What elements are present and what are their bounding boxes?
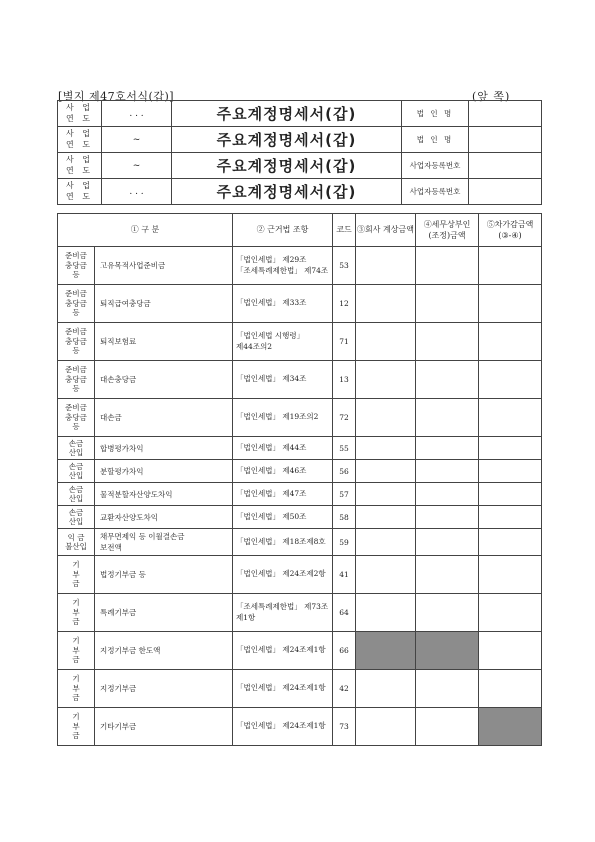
tax-adjustment-input[interactable] xyxy=(416,399,479,437)
accounts-table xyxy=(57,213,542,746)
corp-info-label: 법 인 명 xyxy=(402,127,469,153)
header-table xyxy=(57,100,542,205)
legal-basis-cell: 「법인세법 시행령」 제44조의2 xyxy=(233,323,333,361)
table-row xyxy=(58,708,542,746)
category-cell: 기 부 금 xyxy=(58,594,95,632)
table-row xyxy=(58,323,542,361)
fiscal-year-dates[interactable]: ~ xyxy=(102,153,172,179)
company-amount-input[interactable] xyxy=(356,708,416,746)
table-row xyxy=(58,632,542,670)
code-cell: 57 xyxy=(333,483,356,506)
tax-adjustment-input[interactable] xyxy=(416,670,479,708)
item-name-cell: 물적분할자산양도차익 xyxy=(95,483,233,506)
category-cell: 준비금 충당금 등 xyxy=(58,361,95,399)
code-cell: 12 xyxy=(333,285,356,323)
fiscal-year-label: 사 업 연 도 xyxy=(58,179,102,205)
tax-adjustment-input[interactable] xyxy=(416,594,479,632)
legal-basis-cell: 「법인세법」 제46조 xyxy=(233,460,333,483)
fiscal-year-dates[interactable]: . . . xyxy=(102,179,172,205)
difference-input[interactable] xyxy=(479,506,542,529)
form-number-label: [별지 제47호서식(갑)] xyxy=(58,90,175,103)
legal-basis-cell: 「법인세법」 제19조의2 xyxy=(233,399,333,437)
legal-basis-cell: 「법인세법」 제18조제8호 xyxy=(233,529,333,556)
item-name-cell: 교환자산양도차익 xyxy=(95,506,233,529)
category-cell: 준비금 충당금 등 xyxy=(58,323,95,361)
legal-basis-cell: 「법인세법」 제44조 xyxy=(233,437,333,460)
table-row xyxy=(58,556,542,594)
difference-input[interactable] xyxy=(479,529,542,556)
corp-info-value[interactable] xyxy=(469,179,542,205)
difference-input[interactable] xyxy=(479,285,542,323)
code-cell: 58 xyxy=(333,506,356,529)
category-cell: 준비금 충당금 등 xyxy=(58,247,95,285)
legal-basis-cell: 「법인세법」 제34조 xyxy=(233,361,333,399)
column-header-row xyxy=(58,214,542,247)
difference-input[interactable] xyxy=(479,670,542,708)
difference-input[interactable] xyxy=(479,399,542,437)
code-cell: 41 xyxy=(333,556,356,594)
difference-input[interactable] xyxy=(479,483,542,506)
legal-basis-cell: 「조세특례제한법」 제73조 제1항 xyxy=(233,594,333,632)
fiscal-year-label: 사 업 연 도 xyxy=(58,127,102,153)
difference-input[interactable] xyxy=(479,323,542,361)
company-amount-input xyxy=(356,632,416,670)
fiscal-year-label: 사 업 연 도 xyxy=(58,153,102,179)
company-amount-input[interactable] xyxy=(356,285,416,323)
legal-basis-cell: 「법인세법」 제24조제1항 xyxy=(233,708,333,746)
corp-info-label: 사업자등록번호 xyxy=(402,153,469,179)
col-basis: ② 근거법 조항 xyxy=(233,214,333,247)
tax-adjustment-input[interactable] xyxy=(416,529,479,556)
code-cell: 42 xyxy=(333,670,356,708)
corp-info-value[interactable] xyxy=(469,127,542,153)
difference-input[interactable] xyxy=(479,594,542,632)
code-cell: 73 xyxy=(333,708,356,746)
legal-basis-cell: 「법인세법」 제29조 「조세특례제한법」 제74조 xyxy=(233,247,333,285)
item-name-cell: 기타기부금 xyxy=(95,708,233,746)
code-cell: 72 xyxy=(333,399,356,437)
company-amount-input[interactable] xyxy=(356,399,416,437)
category-cell: 손금 산입 xyxy=(58,460,95,483)
legal-basis-cell: 「법인세법」 제24조제1항 xyxy=(233,632,333,670)
corp-info-label: 법 인 명 xyxy=(402,101,469,127)
tax-adjustment-input[interactable] xyxy=(416,437,479,460)
category-cell: 준비금 충당금 등 xyxy=(58,285,95,323)
code-cell: 59 xyxy=(333,529,356,556)
table-row xyxy=(58,670,542,708)
item-name-cell: 대손금 xyxy=(95,399,233,437)
company-amount-input[interactable] xyxy=(356,506,416,529)
tax-adjustment-input[interactable] xyxy=(416,361,479,399)
tax-adjustment-input[interactable] xyxy=(416,708,479,746)
table-row xyxy=(58,361,542,399)
category-cell: 손금 산입 xyxy=(58,437,95,460)
table-row xyxy=(58,437,542,460)
category-cell: 기 부 금 xyxy=(58,670,95,708)
category-cell: 기 부 금 xyxy=(58,708,95,746)
header-row xyxy=(58,179,542,205)
category-cell: 기 부 금 xyxy=(58,556,95,594)
form-title: 주요계정명세서(갑) xyxy=(172,127,402,153)
col-tax-adjustment: ④세무상부인 (조정)금액 xyxy=(416,214,479,247)
header-row xyxy=(58,127,542,153)
table-row xyxy=(58,483,542,506)
item-name-cell: 법정기부금 등 xyxy=(95,556,233,594)
difference-input[interactable] xyxy=(479,460,542,483)
form-title: 주요계정명세서(갑) xyxy=(172,153,402,179)
code-cell: 53 xyxy=(333,247,356,285)
company-amount-input[interactable] xyxy=(356,556,416,594)
legal-basis-cell: 「법인세법」 제24조제2항 xyxy=(233,556,333,594)
difference-input[interactable] xyxy=(479,437,542,460)
header-row xyxy=(58,153,542,179)
item-name-cell: 대손충당금 xyxy=(95,361,233,399)
header-row xyxy=(58,101,542,127)
company-amount-input[interactable] xyxy=(356,361,416,399)
col-company-amount: ③회사 계상금액 xyxy=(356,214,416,247)
item-name-cell: 지정기부금 xyxy=(95,670,233,708)
col-classification: ① 구 분 xyxy=(58,214,233,247)
tax-adjustment-input[interactable] xyxy=(416,323,479,361)
tax-adjustment-input[interactable] xyxy=(416,285,479,323)
item-name-cell: 특례기부금 xyxy=(95,594,233,632)
company-amount-input[interactable] xyxy=(356,483,416,506)
difference-input xyxy=(479,708,542,746)
difference-input[interactable] xyxy=(479,632,542,670)
code-cell: 64 xyxy=(333,594,356,632)
company-amount-input[interactable] xyxy=(356,594,416,632)
table-row xyxy=(58,460,542,483)
fiscal-year-dates[interactable]: ~ xyxy=(102,127,172,153)
tax-adjustment-input[interactable] xyxy=(416,460,479,483)
col-difference: ⑤차가감금액 (③-④) xyxy=(479,214,542,247)
code-cell: 55 xyxy=(333,437,356,460)
tax-adjustment-input xyxy=(416,632,479,670)
corp-info-label: 사업자등록번호 xyxy=(402,179,469,205)
company-amount-input[interactable] xyxy=(356,323,416,361)
fiscal-year-label: 사 업 연 도 xyxy=(58,101,102,127)
tax-adjustment-input[interactable] xyxy=(416,506,479,529)
legal-basis-cell: 「법인세법」 제33조 xyxy=(233,285,333,323)
item-name-cell: 합병평가차익 xyxy=(95,437,233,460)
code-cell: 66 xyxy=(333,632,356,670)
legal-basis-cell: 「법인세법」 제50조 xyxy=(233,506,333,529)
code-cell: 56 xyxy=(333,460,356,483)
item-name-cell: 퇴직급여충당금 xyxy=(95,285,233,323)
category-cell: 기 부 금 xyxy=(58,632,95,670)
tax-adjustment-input[interactable] xyxy=(416,247,479,285)
table-row xyxy=(58,399,542,437)
item-name-cell: 분할평가차익 xyxy=(95,460,233,483)
item-name-cell: 지정기부금 한도액 xyxy=(95,632,233,670)
legal-basis-cell: 「법인세법」 제24조제1항 xyxy=(233,670,333,708)
corp-info-value[interactable] xyxy=(469,101,542,127)
table-row xyxy=(58,594,542,632)
table-row xyxy=(58,506,542,529)
category-cell: 손금 산입 xyxy=(58,483,95,506)
table-row xyxy=(58,285,542,323)
item-name-cell: 퇴직보험료 xyxy=(95,323,233,361)
company-amount-input[interactable] xyxy=(356,247,416,285)
form-title: 주요계정명세서(갑) xyxy=(172,101,402,127)
company-amount-input[interactable] xyxy=(356,529,416,556)
company-amount-input[interactable] xyxy=(356,437,416,460)
tax-adjustment-input[interactable] xyxy=(416,483,479,506)
form-title: 주요계정명세서(갑) xyxy=(172,179,402,205)
table-row xyxy=(58,529,542,556)
corp-info-value[interactable] xyxy=(469,153,542,179)
category-cell: 손금 산입 xyxy=(58,506,95,529)
difference-input[interactable] xyxy=(479,361,542,399)
code-cell: 71 xyxy=(333,323,356,361)
page-side-label: (앞 쪽) xyxy=(472,90,511,103)
col-code: 코드 xyxy=(333,214,356,247)
difference-input[interactable] xyxy=(479,556,542,594)
tax-adjustment-input[interactable] xyxy=(416,556,479,594)
item-name-cell: 채무면제익 등 이월결손금 보전액 xyxy=(95,529,233,556)
table-row xyxy=(58,247,542,285)
fiscal-year-dates[interactable]: . . . xyxy=(102,101,172,127)
category-cell: 익 금 불산입 xyxy=(58,529,95,556)
legal-basis-cell: 「법인세법」 제47조 xyxy=(233,483,333,506)
company-amount-input[interactable] xyxy=(356,460,416,483)
category-cell: 준비금 충당금 등 xyxy=(58,399,95,437)
difference-input[interactable] xyxy=(479,247,542,285)
item-name-cell: 고유목적사업준비금 xyxy=(95,247,233,285)
code-cell: 13 xyxy=(333,361,356,399)
company-amount-input[interactable] xyxy=(356,670,416,708)
